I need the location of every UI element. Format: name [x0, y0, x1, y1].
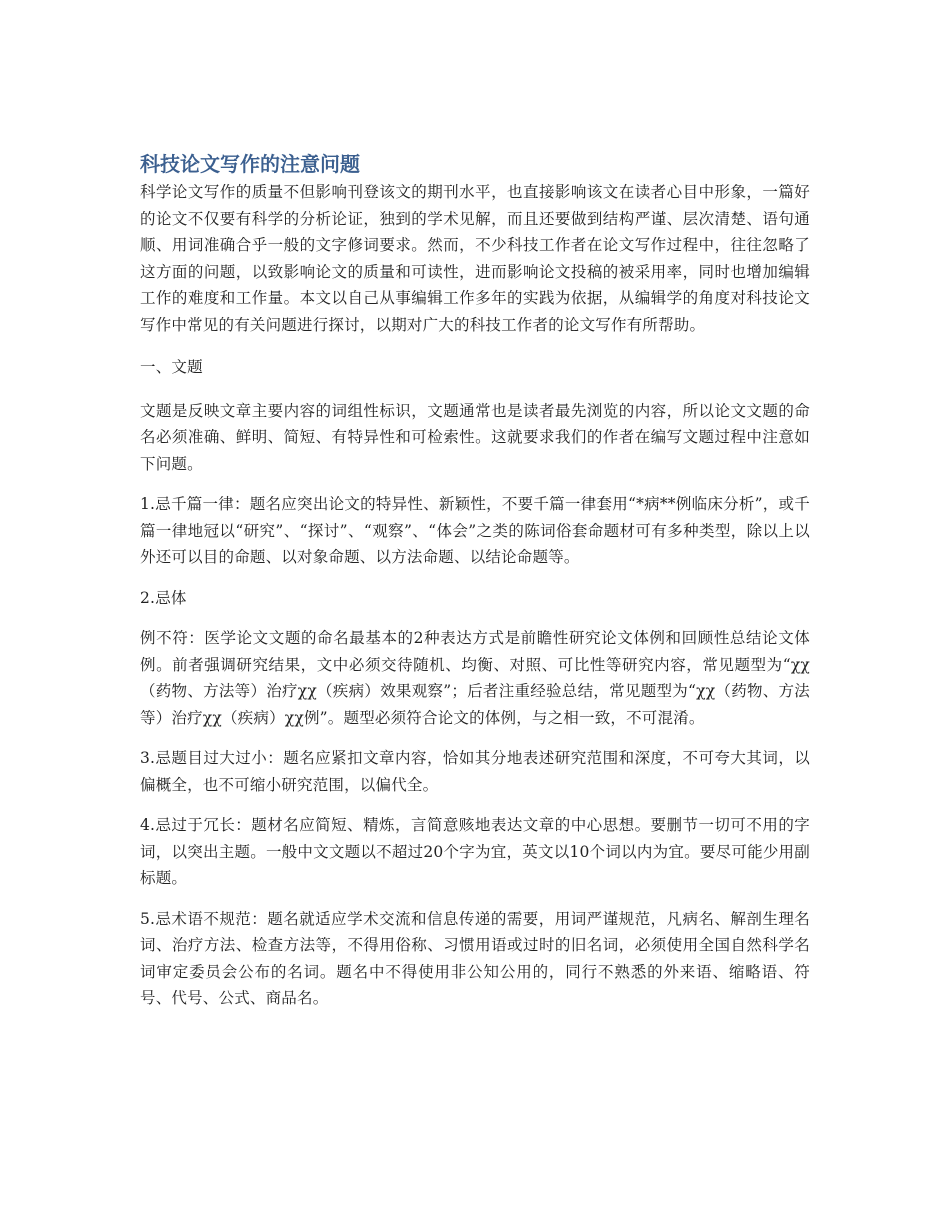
section-heading: 一、文题 [140, 358, 203, 376]
document-body [140, 149, 810, 1012]
page-title: 科技论文写作的注意问题 [140, 152, 360, 176]
intro-paragraph: 科学论文写作的质量不但影响刊登该文的期刊水平，也直接影响该文在读者心目中形象，一篇好的论文不仅要有科学的分析论证，独到的学术见解，而且还要做到结构严谨、层次清楚、语句通顺、用词准确合乎一般的文字修词要求。然而，不少科技工作者在论文写作过程中，往往忽略了这方面的问题，以致影响论文的质量和可读性，进而影响论文投稿的被采用率，同时也增加编辑工作的难度和工作量。本文以自己从事编辑工作多年的实践为依据，从编辑学的角度对科技论文写作中常见的有关问题进行探讨，以期对广大的科技工作者的论文写作有所帮助。 [140, 183, 810, 334]
list-item: 3.忌题目过大过小：题名应紧扣文章内容，恰如其分地表述研究范围和深度，不可夸大其词，以偏概全，也不可缩小研究范围，以偏代全。 [140, 749, 810, 794]
list-item: 例不符：医学论文文题的命名最基本的2种表达方式是前瞻性研究论文体例和回顾性总结论文体例。前者强调研究结果，文中必须交待随机、均衡、对照、可比性等研究内容，常见题型为“χχ（药物、方法等）治疗χχ（疾病）效果观察”；后者注重经验总结，常见题型为“χχ（药物、方法等）治疗χχ（疾病）χχ例”。题型必须符合论文的体例，与之相一致，不可混淆。 [140, 629, 810, 727]
section-paragraph: 文题是反映文章主要内容的词组性标识，文题通常也是读者最先浏览的内容，所以论文文题的命名必须准确、鲜明、简短、有特异性和可检索性。这就要求我们的作者在编写文题过程中注意如下问题。 [140, 401, 810, 473]
list-item: 5.忌术语不规范：题名就适应学术交流和信息传递的需要，用词严谨规范，凡病名、解剖生理名词、治疗方法、检查方法等，不得用俗称、习惯用语或过时的旧名词，必须使用全国自然科学名词审定委员会公布的名词。题名中不得使用非公知公用的，同行不熟悉的外来语、缩略语、符号、代号、公式、商品名。 [140, 909, 810, 1007]
list-item: 1.忌千篇一律：题名应突出论文的特异性、新颖性，不要千篇一律套用“*病**例临床分析”，或千篇一律地冠以“研究”、“探讨”、“观察”、“体会”之类的陈词俗套命题材可有多种类型，除以上以外还可以目的命题、以对象命题、以方法命题、以结论命题等。 [140, 495, 810, 566]
list-item: 4.忌过于冗长：题材名应简短、精炼，言简意赅地表达文章的中心思想。要删节一切可不用的字词，以突出主题。一般中文文题以不超过20个字为宜，英文以10个词以内为宜。要尽可能少用副标题。 [140, 816, 810, 887]
list-item: 2.忌体 [140, 588, 187, 607]
